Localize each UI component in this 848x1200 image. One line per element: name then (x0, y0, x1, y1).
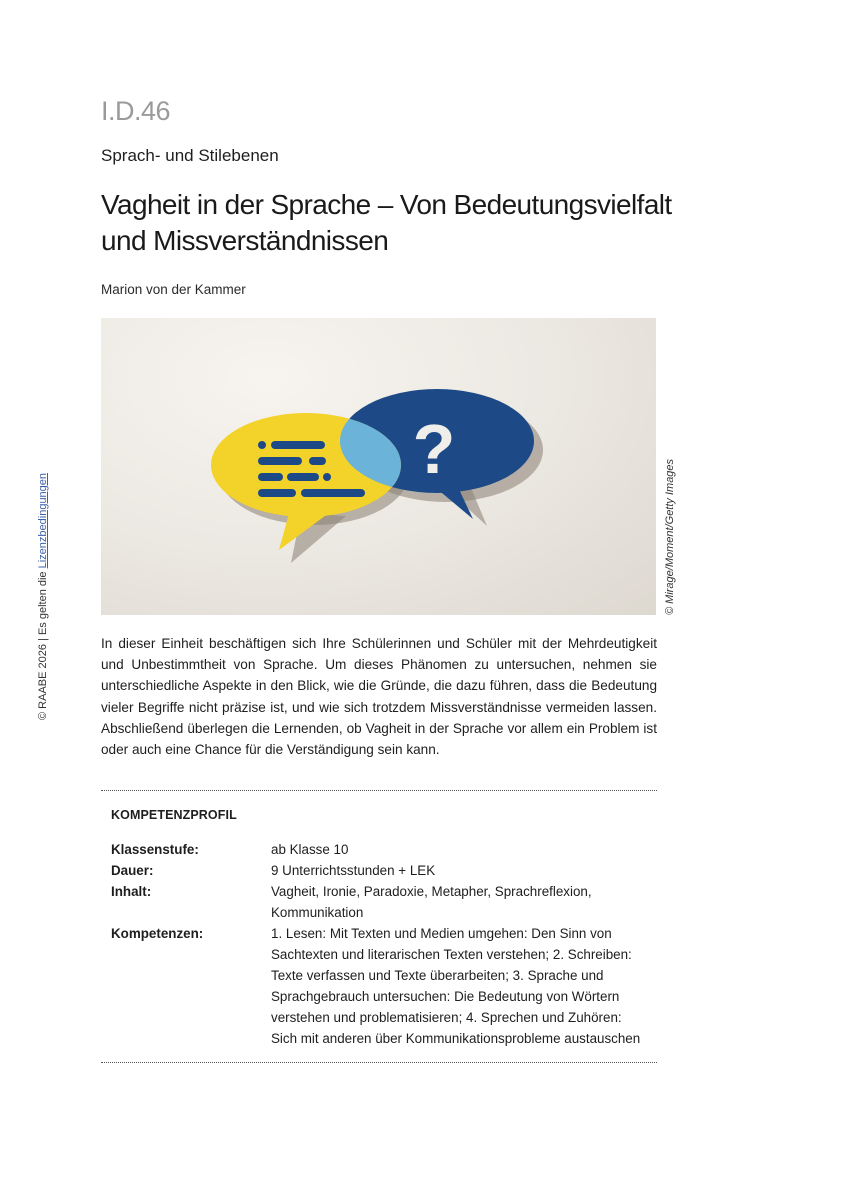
profile-label: Dauer: (111, 863, 154, 878)
profile-label: Kompetenzen: (111, 926, 204, 941)
copyright-text: © RAABE 2026 | Es gelten die (37, 568, 49, 720)
author: Marion von der Kammer (101, 282, 246, 297)
license-link[interactable]: Lizenzbedingungen (37, 472, 49, 569)
profile-heading: KOMPETENZPROFIL (111, 808, 237, 822)
copyright-notice (37, 473, 49, 720)
speech-bubbles-illustration (101, 318, 656, 615)
profile-row (111, 881, 651, 923)
profile-row (111, 923, 651, 1049)
unit-code: I.D.46 (101, 96, 171, 126)
series-title: Sprach- und Stilebenen (101, 146, 279, 165)
competence-profile (111, 808, 651, 1049)
profile-label: Inhalt: (111, 884, 152, 899)
image-credit: © Mirage/Moment/Getty Images (664, 458, 676, 615)
profile-value: 1. Lesen: Mit Texten und Medien umgehen: Den Sinn von Sachtexten und literarischen Texten verstehen; 2. Schreiben: Texte verfassen und Texte überarbeiten; 3. Sprache und Sprachgebrauch untersuchen: Die Bedeutung von Wörtern verstehen und problematisieren; 4. Sprechen und Zuhören: Sich mit anderen über Kommunikationsprobleme austauschen (271, 926, 641, 1046)
profile-label: Klassenstufe: (111, 842, 199, 857)
profile-value: Vagheit, Ironie, Paradoxie, Metapher, Sprachreflexion, Kommunikation (271, 884, 592, 920)
profile-row (111, 860, 651, 881)
intro-paragraph: In dieser Einheit beschäftigen sich Ihre Schülerinnen und Schüler mit der Mehrdeutigkeit und Unbestimmtheit von Sprache. Um dieses Phänomen zu untersuchen, nehmen sie unterschiedliche Aspekte in den Blick, wie die Gründe, die dazu führen, dass die Bedeutung vieler Begriffe nicht präzise ist, und wie sich trotzdem Missverständnisse vermeiden lassen. Abschließend überlegen die Lernenden, ob Vagheit in der Sprache vor allem ein Problem ist oder auch eine Chance für die Verständigung sein kann. (101, 636, 657, 758)
hero-image (101, 318, 656, 615)
divider-bottom (101, 1062, 657, 1063)
divider-top (101, 790, 657, 791)
profile-value: 9 Unterrichtsstunden + LEK (271, 863, 436, 878)
question-mark-icon: ? (412, 410, 456, 488)
page-title: Vagheit in der Sprache – Von Bedeutungsvielfalt und Missverständnissen (101, 189, 672, 256)
profile-value: ab Klasse 10 (271, 842, 349, 857)
profile-row (111, 839, 651, 860)
